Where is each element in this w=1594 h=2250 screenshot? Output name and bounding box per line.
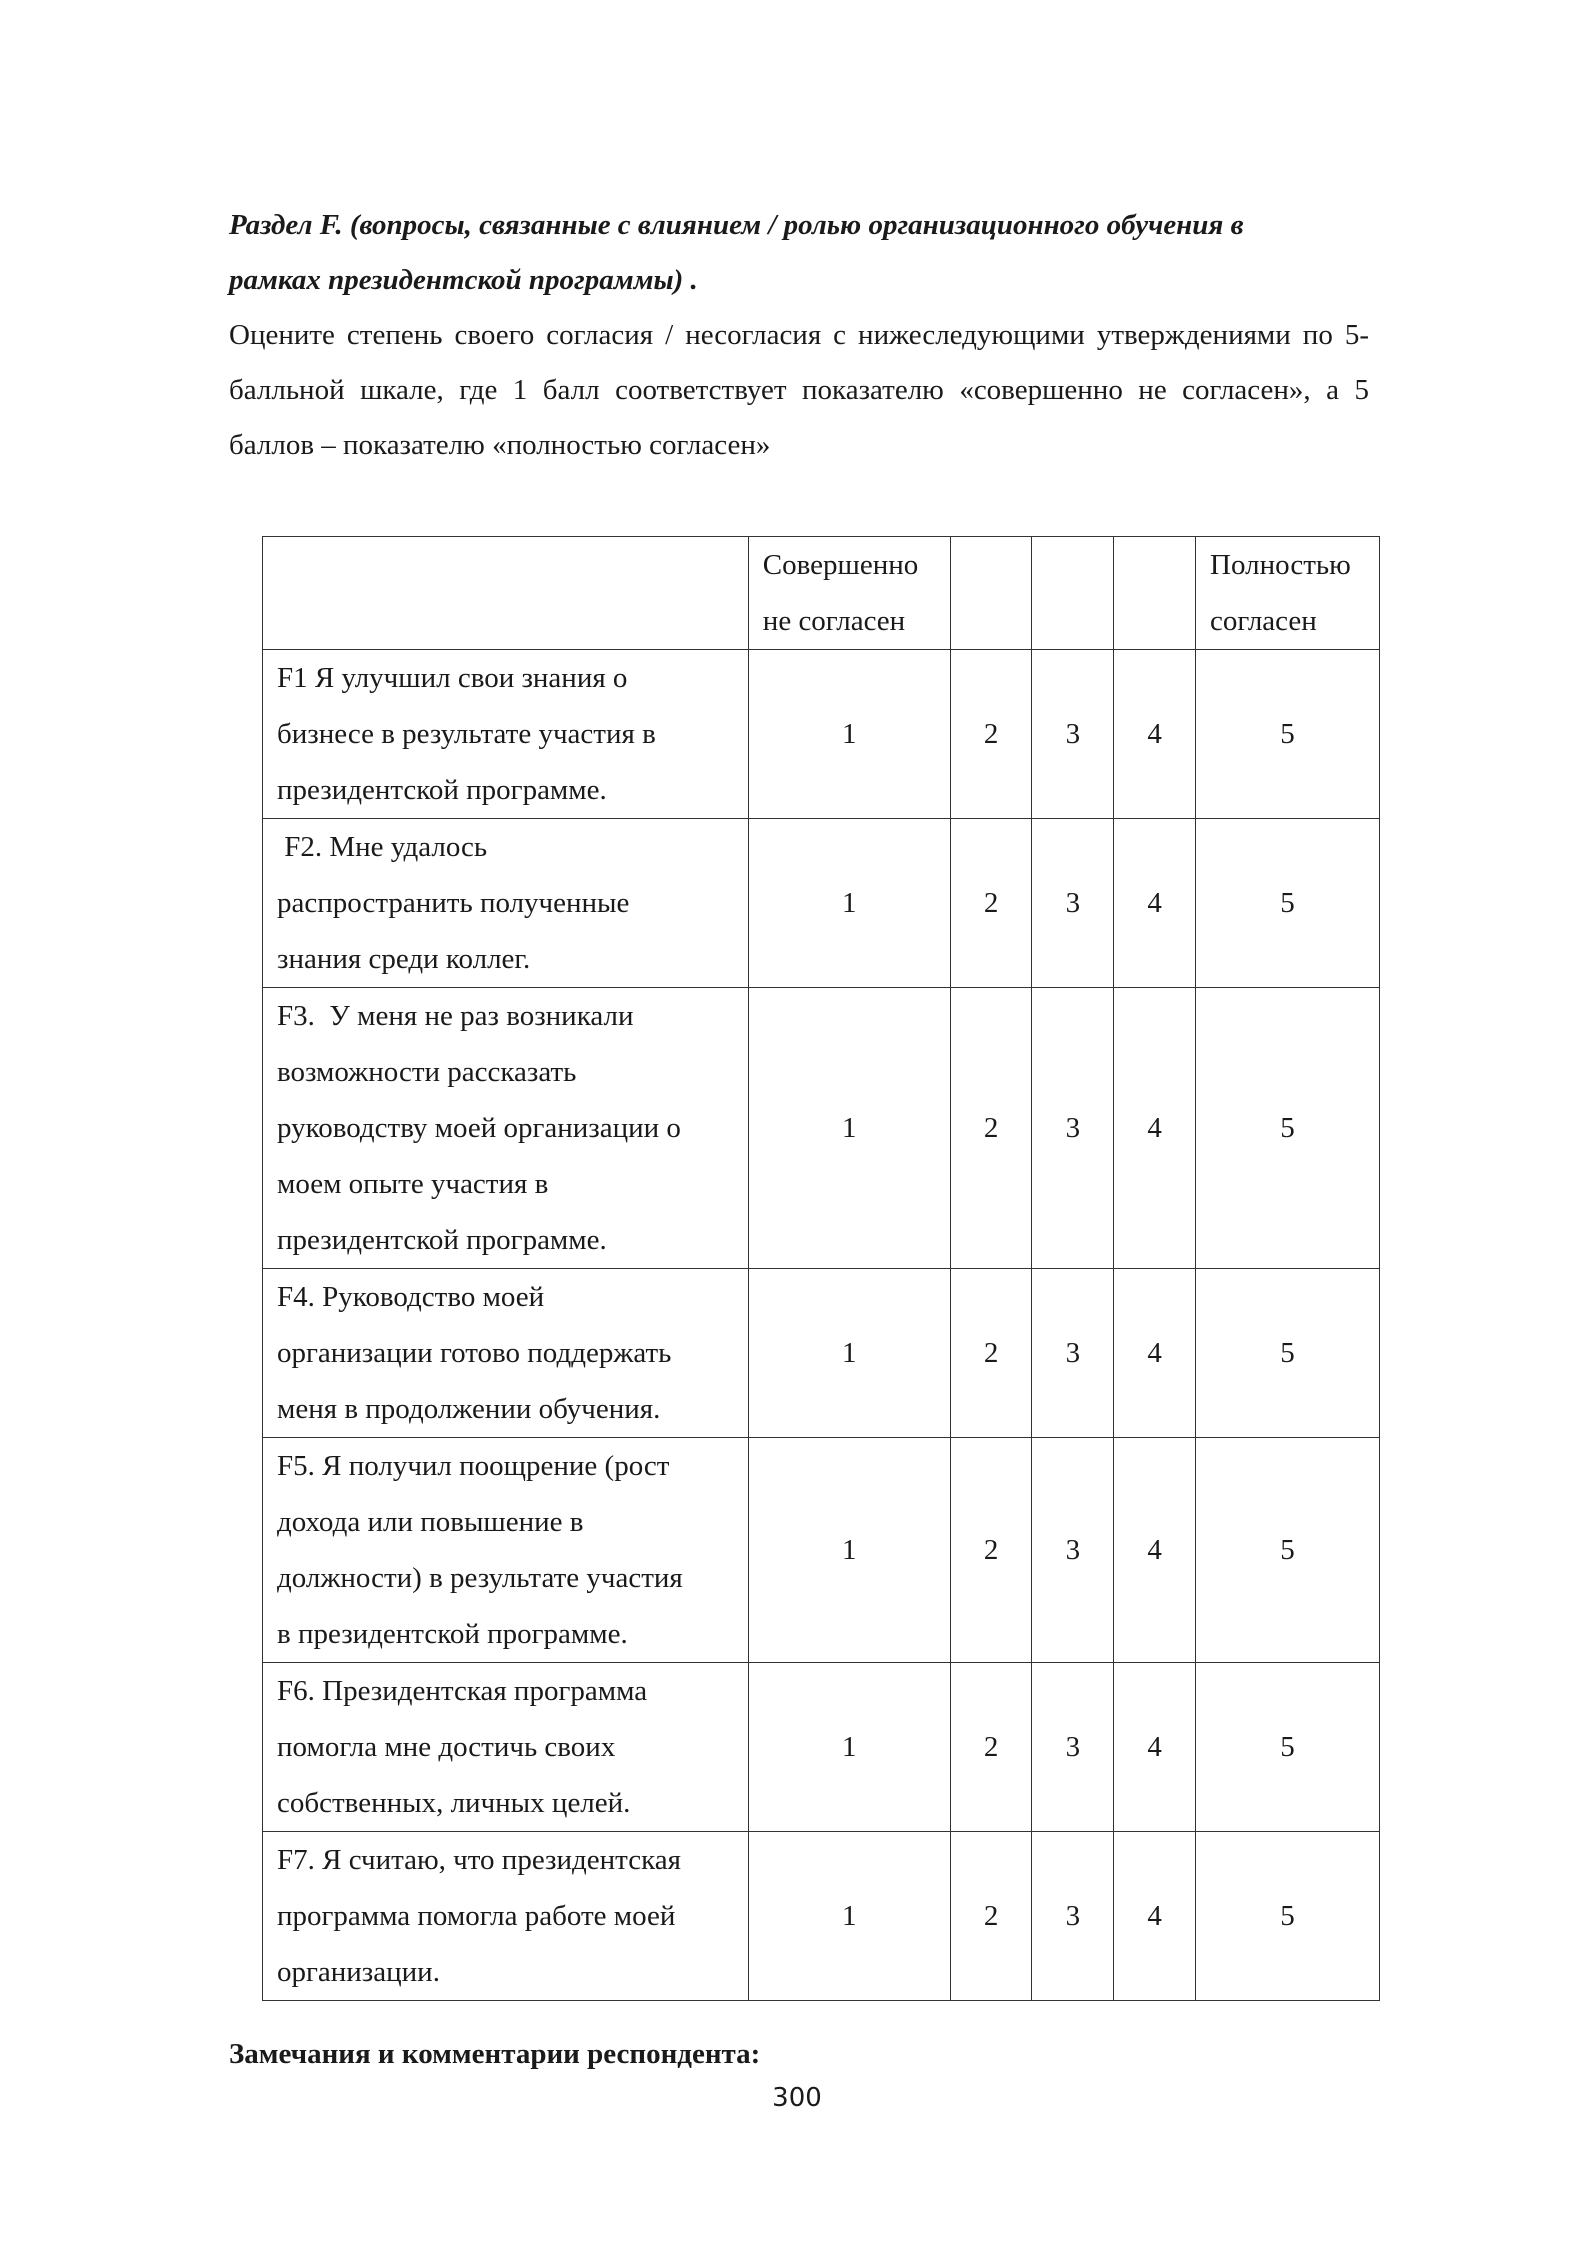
scale-value-3: 3 [1032, 650, 1114, 819]
header-strongly-agree-line-2: согласен [1210, 605, 1317, 637]
scale-value-1: 1 [748, 650, 950, 819]
statement-cell [263, 650, 749, 819]
header-strongly-agree-line-1: Полностью [1210, 549, 1351, 581]
scale-value-1: 1 [748, 1663, 950, 1832]
section-heading-line-1: Раздел F. (вопросы, связанные с влиянием / ролью организационного обучения в [229, 209, 1244, 241]
scale-value-4: 4 [1114, 1269, 1196, 1438]
scale-value-4: 4 [1114, 988, 1196, 1269]
statement-line: возможности рассказать [277, 1056, 577, 1088]
header-strongly-disagree [748, 537, 950, 650]
statement-line: F6. Президентская программа [277, 1675, 648, 1707]
statement-line: F7. Я считаю, что президентская [277, 1844, 681, 1876]
scale-value-1: 1 [748, 819, 950, 988]
scale-value-1: 1 [748, 1832, 950, 2001]
statement-line: бизнесе в результате участия в [277, 718, 656, 750]
table-header-row [263, 537, 1380, 650]
scale-value-5: 5 [1196, 819, 1380, 988]
scale-value-2: 2 [950, 1269, 1032, 1438]
table-body [263, 650, 1380, 2001]
section-heading-line-2: рамках президентской программы) . [229, 264, 698, 296]
scale-value-3: 3 [1032, 819, 1114, 988]
scale-value-1: 1 [748, 1438, 950, 1663]
table-row [263, 1832, 1380, 2001]
statement-line: руководству моей организации о [277, 1112, 681, 1144]
statement-line: меня в продолжении обучения. [277, 1393, 661, 1425]
statement-line: организации. [277, 1956, 440, 1988]
statement-line: помогла мне достичь своих [277, 1731, 616, 1763]
statement-line: F5. Я получил поощрение (рост [277, 1450, 670, 1482]
scale-value-3: 3 [1032, 1832, 1114, 2001]
scale-value-3: 3 [1032, 1269, 1114, 1438]
scale-value-5: 5 [1196, 1438, 1380, 1663]
scale-value-4: 4 [1114, 819, 1196, 988]
table-row [263, 1269, 1380, 1438]
scale-value-2: 2 [950, 988, 1032, 1269]
statement-cell [263, 1663, 749, 1832]
section-heading [229, 198, 1369, 308]
statement-line: дохода или повышение в [277, 1506, 584, 1538]
header-scale-4 [1114, 537, 1196, 650]
statement-line: F1 Я улучшил свои знания о [277, 662, 628, 694]
scale-value-2: 2 [950, 819, 1032, 988]
scale-value-2: 2 [950, 1832, 1032, 2001]
scale-value-4: 4 [1114, 650, 1196, 819]
page-number: 300 [772, 2083, 822, 2113]
scale-value-5: 5 [1196, 1663, 1380, 1832]
header-strongly-disagree-line-1: Совершенно [762, 549, 919, 581]
scale-value-3: 3 [1032, 1438, 1114, 1663]
header-statement-cell [263, 537, 749, 650]
statement-line: организации готово поддержать [277, 1337, 672, 1369]
statement-line: моем опыте участия в [277, 1168, 549, 1200]
statement-cell [263, 988, 749, 1269]
statement-line: программа помогла работе моей [277, 1900, 676, 1932]
header-strongly-agree [1196, 537, 1380, 650]
statement-line: в президентской программе. [277, 1618, 628, 1650]
header-strongly-disagree-line-2: не согласен [762, 605, 906, 637]
statement-line: знания среди коллег. [277, 943, 531, 975]
scale-value-2: 2 [950, 1663, 1032, 1832]
statement-cell [263, 1269, 749, 1438]
statement-cell [263, 1832, 749, 2001]
statement-line: президентской программе. [277, 1224, 607, 1256]
rating-table [262, 536, 1380, 2001]
statement-line: F3. У меня не раз возникали [277, 1000, 634, 1032]
comments-label: Замечания и комментарии респондента: [229, 2038, 761, 2070]
scale-value-1: 1 [748, 1269, 950, 1438]
header-scale-3 [1032, 537, 1114, 650]
scale-value-5: 5 [1196, 988, 1380, 1269]
scale-value-3: 3 [1032, 988, 1114, 1269]
scale-value-2: 2 [950, 650, 1032, 819]
scale-value-1: 1 [748, 988, 950, 1269]
statement-line: F2. Мне удалось [277, 831, 488, 863]
instructions-paragraph: Оцените степень своего согласия / несогласия с нижеследующими утверждениями по 5-балльной шкале, где 1 балл соответствует показателю «совершенно не согласен», а 5 баллов – показателю «полностью согласен» [229, 319, 1369, 461]
statement-cell [263, 1438, 749, 1663]
statement-line: собственных, личных целей. [277, 1787, 631, 1819]
statement-line: распространить полученные [277, 887, 630, 919]
scale-value-4: 4 [1114, 1663, 1196, 1832]
table-row [263, 819, 1380, 988]
scale-value-5: 5 [1196, 650, 1380, 819]
scale-value-4: 4 [1114, 1438, 1196, 1663]
statement-line: F4. Руководство моей [277, 1281, 545, 1313]
header-scale-2 [950, 537, 1032, 650]
table-row [263, 1438, 1380, 1663]
scale-value-3: 3 [1032, 1663, 1114, 1832]
scale-value-5: 5 [1196, 1832, 1380, 2001]
statement-line: должности) в результате участия [277, 1562, 683, 1594]
statement-line: президентской программе. [277, 774, 607, 806]
scale-value-5: 5 [1196, 1269, 1380, 1438]
statement-cell [263, 819, 749, 988]
table-row [263, 1663, 1380, 1832]
table-row [263, 650, 1380, 819]
scale-value-4: 4 [1114, 1832, 1196, 2001]
scale-value-2: 2 [950, 1438, 1032, 1663]
table-row [263, 988, 1380, 1269]
